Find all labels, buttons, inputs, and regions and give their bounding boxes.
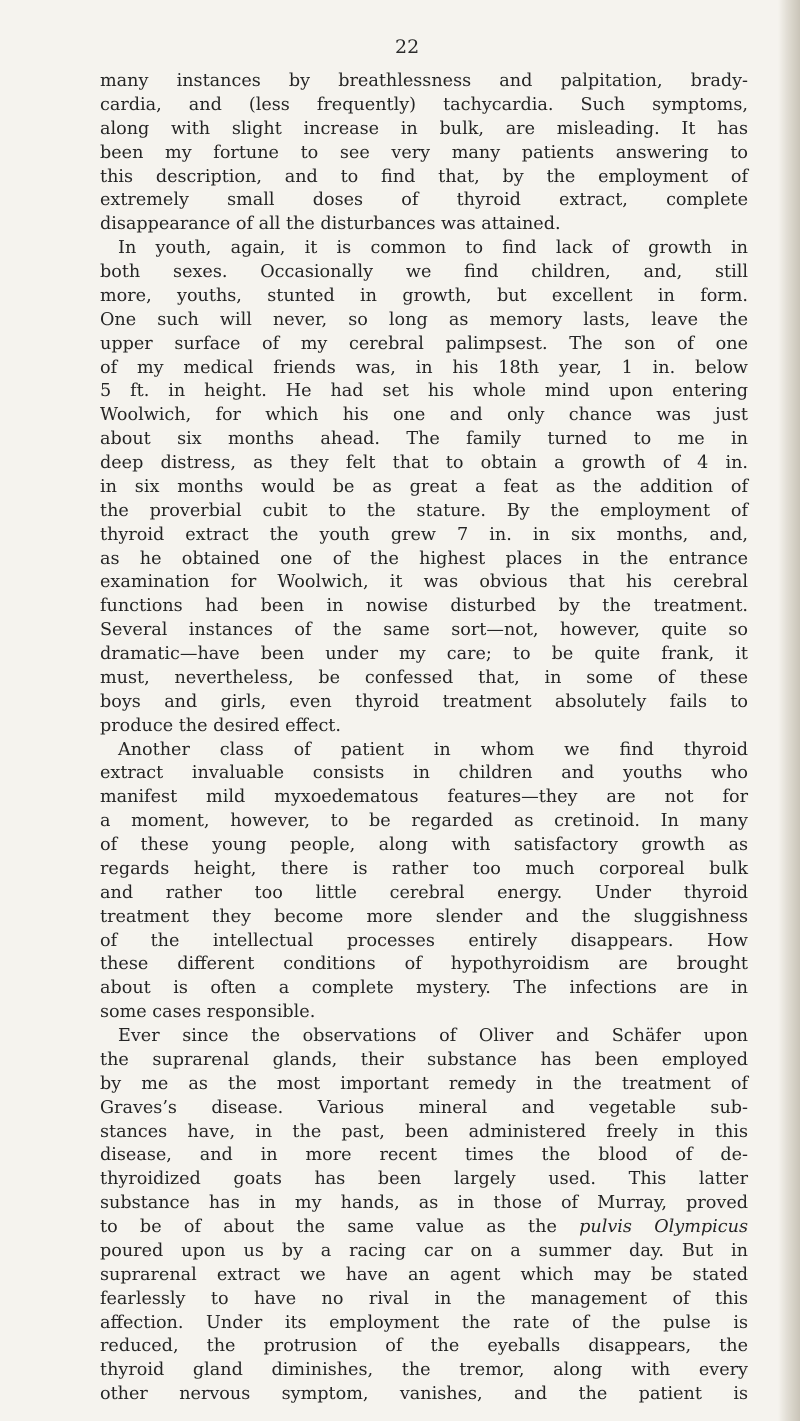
text-line: disappearance of all the disturbances was attained. (100, 214, 561, 235)
text-line: of the intellectual processes entirely disappears. How (100, 930, 748, 951)
body-text (100, 70, 748, 1407)
text-line: other nervous symptom, vanishes, and the patient is (100, 1384, 748, 1405)
text-line: thyroidized goats has been largely used. This latter (100, 1169, 748, 1190)
text-line: 5 ft. in height. He had set his whole mind upon entering (100, 381, 748, 402)
text-line: Another class of patient in whom we find thyroid (118, 739, 748, 760)
text-line: dramatic—have been under my care; to be quite frank, it (100, 644, 748, 664)
text-line: treatment they become more slender and the sluggishness (100, 906, 748, 927)
text-line: in six months would be as great a feat as the addition of (100, 476, 748, 497)
text-line: functions had been in nowise disturbed by the treatment. (100, 596, 748, 617)
text-line: manifest mild myxoedematous features—they are not for (100, 787, 748, 808)
italic-phrase: pulvis Olympicus (579, 1217, 748, 1237)
text-line: produce the desired effect. (100, 715, 341, 736)
text-line: regards height, there is rather too much corporeal bulk (100, 858, 748, 879)
text-line: examination for Woolwich, it was obvious that his cerebral (100, 572, 748, 593)
text-line: along with slight increase in bulk, are misleading. It has (100, 118, 748, 139)
page-edge-shadow (778, 0, 800, 1421)
text-line: reduced, the protrusion of the eyeballs disappears, the (100, 1336, 748, 1357)
text-line: deep distress, as they felt that to obtain a growth of 4 in. (100, 453, 748, 473)
text-line: this description, and to find that, by the employment of (100, 166, 748, 187)
text-line: Woolwich, for which his one and only chance was just (100, 405, 748, 426)
text-line: fearlessly to have no rival in the management of this (100, 1288, 748, 1309)
text-line: the suprarenal glands, their substance has been employed (100, 1049, 748, 1070)
text-line: more, youths, stunted in growth, but excellent in form. (100, 285, 748, 306)
text-line: One such will never, so long as memory lasts, leave the (100, 309, 748, 330)
text-line: upper surface of my cerebral palimpsest. The son of one (100, 333, 748, 354)
text-line: suprarenal extract we have an agent which may be stated (100, 1264, 748, 1285)
text-line: extract invaluable consists in children and youths who (100, 763, 748, 784)
text-line: stances have, in the past, been administered freely in this (100, 1121, 748, 1142)
text-line: both sexes. Occasionally we find children, and, still (100, 262, 748, 282)
text-line: to be of about the same value as the pulvis Olympicus (100, 1217, 748, 1237)
text-line: the proverbial cubit to the stature. By the employment of (100, 500, 748, 521)
text-line: some cases responsible. (100, 1002, 316, 1023)
text-line: Ever since the observations of Oliver and Schäfer upon (118, 1026, 748, 1046)
text-line: a moment, however, to be regarded as cretinoid. In many (100, 811, 748, 832)
text-line: disease, and in more recent times the blood of de- (100, 1145, 748, 1166)
text-line: substance has in my hands, as in those of Murray, proved (100, 1193, 748, 1214)
text-line: boys and girls, even thyroid treatment absolutely fails to (100, 691, 748, 712)
text-line: extremely small doses of thyroid extract, complete (100, 190, 748, 211)
text-line: of these young people, along with satisfactory growth as (100, 835, 748, 855)
text-line: and rather too little cerebral energy. Under thyroid (100, 882, 748, 903)
text-line: these different conditions of hypothyroidism are brought (100, 954, 748, 975)
text-line: about is often a complete mystery. The infections are in (100, 978, 748, 999)
text-line: must, nevertheless, be confessed that, in some of these (100, 667, 748, 688)
text-line: of my medical friends was, in his 18th year, 1 in. below (100, 357, 748, 378)
text-line: by me as the most important remedy in the treatment of (100, 1073, 748, 1094)
text-line: been my fortune to see very many patients answering to (100, 142, 748, 163)
text-line: Graves’s disease. Various mineral and vegetable sub- (100, 1097, 748, 1118)
text-line: affection. Under its employment the rate of the pulse is (100, 1312, 748, 1333)
text-line: Several instances of the same sort—not, however, quite so (100, 620, 748, 641)
text-line: as he obtained one of the highest places in the entrance (100, 548, 748, 569)
page-number: 22 (395, 36, 420, 58)
text-line: In youth, again, it is common to find lack of growth in (118, 238, 748, 259)
text-line: thyroid extract the youth grew 7 in. in six months, and, (100, 524, 748, 545)
text-line: thyroid gland diminishes, the tremor, along with every (100, 1360, 748, 1381)
text-line: about six months ahead. The family turned to me in (100, 429, 748, 450)
text-line: poured upon us by a racing car on a summer day. But in (100, 1240, 748, 1261)
text-line: many instances by breathlessness and palpitation, brady- (100, 71, 748, 91)
text-line: cardia, and (less frequently) tachycardia. Such symptoms, (100, 94, 748, 115)
